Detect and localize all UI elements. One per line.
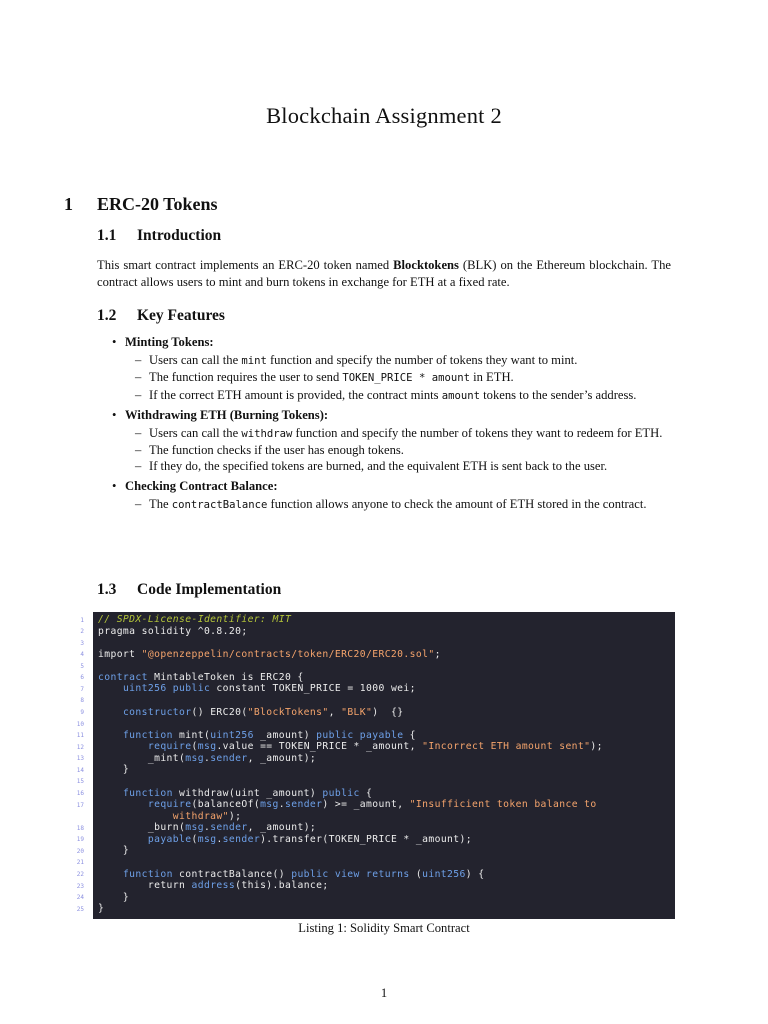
- line-number: 1: [80, 616, 84, 624]
- code-token: ).transfer(TOKEN_PRICE * _amount);: [260, 833, 472, 845]
- code-token: withdraw(uint _amount): [172, 787, 323, 799]
- line-number: 9: [80, 709, 84, 717]
- code-token: [98, 788, 123, 799]
- detail-text: function and specify the number of tokens they want to redeem for ETH.: [292, 426, 663, 441]
- subsection-number: 1.3: [97, 581, 117, 598]
- code-token: ) {: [465, 868, 485, 880]
- intro-paragraph: [97, 257, 671, 291]
- code-token: public payable: [316, 729, 404, 741]
- line-number: 6: [80, 674, 84, 682]
- feature-detail: [125, 442, 671, 458]
- code-token: "@openzeppelin/contracts/token/ERC20/ERC20.sol": [141, 648, 435, 660]
- code-token: [98, 741, 148, 752]
- line-number: 21: [76, 859, 84, 867]
- subsection-heading-code: [97, 581, 281, 599]
- bullet-icon: •: [112, 407, 117, 422]
- line-number: 22: [76, 871, 84, 879]
- subsection-heading-introduction: [97, 227, 221, 245]
- code-line: [98, 741, 603, 752]
- feature-detail: [125, 369, 671, 386]
- code-token: , _amount);: [247, 822, 317, 834]
- code-token: {: [403, 729, 416, 741]
- code-token: [98, 730, 123, 741]
- code-token: function: [122, 868, 173, 880]
- subsection-title: Introduction: [137, 227, 222, 244]
- code-line: [98, 672, 304, 683]
- feature-item: [97, 407, 671, 475]
- code-token: , _amount);: [247, 752, 317, 764]
- code-line: [98, 707, 403, 718]
- line-number: 10: [76, 720, 84, 728]
- code-line: [98, 845, 129, 856]
- code-token: }: [98, 764, 130, 776]
- detail-text: If they do, the specified tokens are burned, and the equivalent ETH is sent back to the user.: [149, 459, 608, 474]
- detail-text: function allows anyone to check the amount of ETH stored in the contract.: [267, 496, 647, 511]
- dash-icon: –: [135, 370, 142, 385]
- code-token: address: [191, 880, 236, 892]
- code-token: "BLK": [341, 706, 373, 718]
- code-line: [98, 626, 248, 637]
- subsection-title: Key Features: [137, 307, 225, 324]
- detail-text: Users can call the: [149, 353, 242, 368]
- code-token: _burn(: [98, 822, 186, 834]
- code-token: uint256 public: [122, 683, 211, 695]
- code-token: (: [409, 868, 423, 880]
- code-token: [98, 799, 148, 810]
- line-number: 15: [76, 778, 84, 786]
- line-number: 5: [80, 662, 84, 670]
- code-token: }: [98, 903, 105, 915]
- code-line: [98, 869, 484, 880]
- line-number: 7: [80, 685, 84, 693]
- dash-icon: –: [135, 443, 142, 458]
- line-number: 25: [76, 905, 84, 913]
- feature-detail: [125, 458, 671, 474]
- code-line: [98, 880, 329, 891]
- page-number: 1: [380, 986, 388, 1000]
- feature-item: [97, 334, 671, 404]
- intro-text: This smart contract implements an ERC-20 token named: [97, 258, 394, 272]
- line-number: 8: [80, 697, 84, 705]
- code-line: [98, 788, 372, 799]
- code-token: contract: [98, 671, 148, 683]
- line-number: 12: [76, 743, 84, 751]
- inline-code: mint: [241, 355, 267, 368]
- code-line: [98, 834, 472, 845]
- code-token: pragma solidity ^0.8.20;: [98, 625, 248, 637]
- code-token: "BlockTokens": [247, 706, 329, 718]
- code-token: msg: [185, 822, 204, 834]
- code-token: ;: [434, 648, 441, 660]
- line-number: 23: [76, 882, 84, 890]
- feature-detail: [125, 425, 671, 442]
- code-token: MintableToken is ERC20 {: [147, 671, 304, 683]
- bullet-icon: •: [112, 478, 117, 493]
- code-token: require: [147, 741, 192, 753]
- inline-code: contractBalance: [171, 498, 268, 511]
- code-token: constructor: [122, 706, 192, 718]
- code-token: sender: [210, 822, 248, 834]
- code-token: return: [98, 880, 192, 892]
- detail-text: If the correct ETH amount is provided, the contract mints: [149, 387, 442, 402]
- document-title: Blockchain Assignment 2: [266, 103, 502, 128]
- code-line: [98, 683, 416, 694]
- code-token: ) >= _amount,: [322, 799, 410, 811]
- detail-text: function and specify the number of tokens they want to mint.: [266, 353, 578, 368]
- subsection-heading-key-features: [97, 307, 225, 325]
- feature-heading: Checking Contract Balance:: [125, 478, 278, 493]
- line-number: 16: [76, 790, 84, 798]
- code-token: public: [322, 787, 360, 799]
- code-token: uint256: [422, 868, 466, 880]
- subsection-number: 1.2: [97, 307, 117, 324]
- code-token: sender: [222, 833, 261, 845]
- code-token: .: [278, 799, 285, 811]
- code-token: mint(: [172, 729, 211, 741]
- code-line: [98, 764, 129, 775]
- code-line: [98, 822, 316, 833]
- code-line: [98, 753, 316, 764]
- dash-icon: –: [135, 387, 142, 402]
- code-token: uint256: [210, 729, 254, 741]
- code-token: );: [228, 810, 242, 822]
- code-token: .: [203, 822, 211, 834]
- feature-heading: Minting Tokens:: [125, 335, 214, 349]
- code-token: );: [590, 741, 603, 753]
- inline-code: withdraw: [241, 428, 293, 441]
- code-token: (balanceOf(: [191, 799, 261, 811]
- code-token: sender: [285, 799, 323, 811]
- line-number: 17: [76, 801, 84, 809]
- code-token: function: [122, 729, 173, 741]
- code-token: msg: [197, 833, 217, 845]
- code-line: [98, 799, 597, 810]
- section-title: ERC-20 Tokens: [97, 194, 218, 214]
- code-token: {: [359, 787, 373, 799]
- code-token: [98, 834, 148, 845]
- detail-text: The function checks if the user has enough tokens.: [149, 443, 404, 458]
- feature-list: [97, 334, 671, 516]
- line-number: 2: [80, 628, 84, 636]
- feature-heading: Withdrawing ETH (Burning Tokens):: [125, 407, 329, 422]
- code-line: [98, 892, 129, 903]
- line-number: 20: [76, 847, 84, 855]
- code-token: msg: [185, 752, 204, 764]
- inline-code: TOKEN_PRICE * amount: [342, 372, 470, 385]
- code-token: withdraw": [98, 810, 229, 822]
- line-number: 4: [80, 651, 84, 659]
- token-name: Blocktokens: [393, 258, 459, 272]
- line-number: 18: [76, 824, 84, 832]
- detail-text: in ETH.: [469, 370, 514, 385]
- line-number: 24: [76, 894, 84, 902]
- intro-text-rest: (BLK) on the Ethereum blockchain. The contract allows users to mint and burn tokens in exchange for ETH at a fixed rate.: [97, 258, 672, 289]
- line-number: 14: [76, 766, 84, 774]
- feature-detail: [125, 387, 671, 404]
- code-token: // SPDX-License-Identifier: MIT: [98, 614, 292, 625]
- code-token: }: [98, 891, 130, 903]
- code-token: (: [191, 833, 198, 845]
- section-number: 1: [64, 194, 73, 214]
- code-token: import: [98, 648, 142, 660]
- code-token: .: [203, 752, 211, 764]
- code-token: ,: [328, 706, 342, 718]
- code-line: [98, 903, 104, 914]
- section-heading: [64, 194, 218, 215]
- feature-item: [97, 478, 671, 513]
- code-line: [98, 730, 416, 741]
- code-token: public view returns: [291, 868, 410, 880]
- code-token: contractBalance(): [172, 868, 292, 880]
- subsection-title: Code Implementation: [137, 581, 282, 598]
- code-token: _amount): [253, 729, 317, 741]
- code-line: [98, 614, 291, 625]
- code-token: "Insufficient token balance to: [409, 799, 597, 811]
- feature-detail: [125, 496, 671, 513]
- code-token: (this).balance;: [235, 880, 329, 892]
- code-token: ) {}: [372, 706, 404, 718]
- code-line: [98, 649, 441, 660]
- code-token: [98, 869, 123, 880]
- feature-detail: [125, 352, 671, 369]
- subsection-number: 1.1: [97, 227, 117, 244]
- dash-icon: –: [135, 459, 142, 474]
- detail-text: The function requires the user to send: [149, 370, 343, 385]
- code-token: [98, 683, 123, 694]
- line-number: 19: [76, 836, 84, 844]
- dash-icon: –: [135, 426, 142, 441]
- code-token: .value == TOKEN_PRICE * _amount,: [216, 741, 423, 753]
- code-token: "Incorrect ETH amount sent": [422, 741, 591, 753]
- code-line: [98, 811, 241, 822]
- code-token: [98, 707, 123, 718]
- code-token: _mint(: [98, 752, 186, 764]
- code-token: (: [191, 741, 198, 753]
- code-token: constant TOKEN_PRICE = 1000 wei;: [210, 683, 416, 695]
- line-number: 11: [76, 732, 84, 740]
- detail-text: The: [149, 496, 172, 511]
- code-token: payable: [147, 833, 192, 845]
- detail-text: tokens to the sender’s address.: [480, 387, 637, 402]
- code-token: require: [147, 799, 192, 811]
- detail-text: Users can call the: [149, 426, 242, 441]
- code-token: sender: [210, 752, 248, 764]
- code-token: function: [122, 787, 173, 799]
- code-token: .: [216, 833, 223, 845]
- line-number: 3: [80, 639, 84, 647]
- listing-caption: Listing 1: Solidity Smart Contract: [298, 921, 470, 935]
- code-token: }: [98, 845, 130, 857]
- dash-icon: –: [135, 353, 142, 368]
- inline-code: amount: [441, 389, 480, 402]
- code-token: msg: [260, 799, 279, 811]
- line-number: 13: [76, 755, 84, 763]
- bullet-icon: •: [112, 335, 117, 349]
- code-token: msg: [197, 741, 217, 753]
- code-token: () ERC20(: [191, 706, 248, 718]
- dash-icon: –: [135, 496, 142, 511]
